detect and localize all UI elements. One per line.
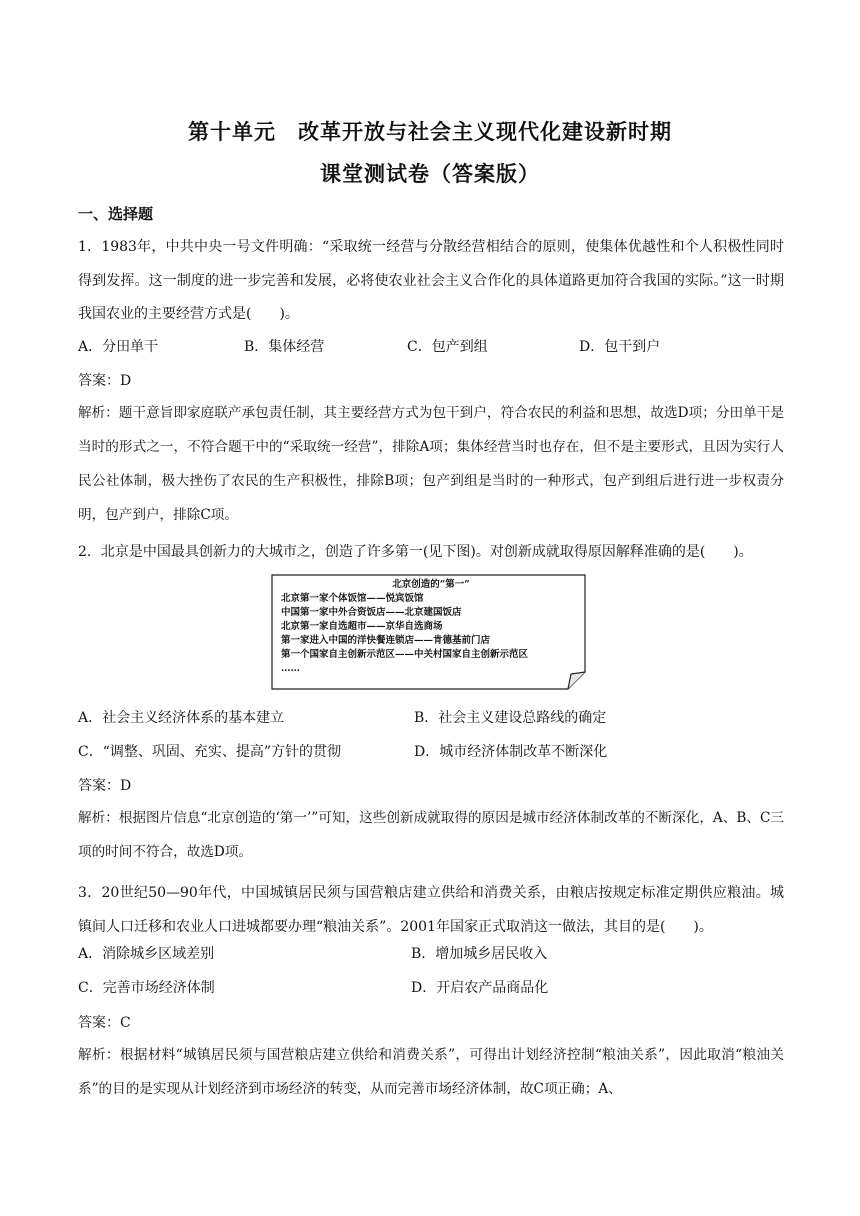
q3-answer: 答案：C (78, 1015, 131, 1031)
q2-option-c: C．“调整、巩固、充实、提高”方针的贯彻 (78, 744, 342, 760)
question-3-stem: 3．20世纪50—90年代，中国城镇居民须与国营粮店建立供给和消费关系，由粮店按规定标准定期供应粮油。城镇间人口迁移和农业人口进城都要办理“粮油关系”。2001年国家正式取消这一做法，其目的是( )。 (78, 885, 784, 935)
q3-option-d: D．开启农产品商品化 (411, 980, 549, 996)
q1-option-c: C．包产到组 (407, 339, 488, 355)
figure-line: 第一家进入中国的洋快餐连锁店——肯德基前门店 (281, 635, 491, 646)
figure-line: …… (281, 663, 300, 674)
q2-option-a: A．社会主义经济体系的基本建立 (78, 710, 285, 726)
figure-line: 中国第一家中外合资饭店——北京建国饭店 (281, 607, 462, 618)
document-title: 第十单元 改革开放与社会主义现代化建设新时期 (188, 119, 672, 144)
q1-option-d: D．包干到户 (579, 339, 661, 355)
question-1-stem: 1．1983年，中共中央一号文件明确：“采取统一经营与分散经营相结合的原则，使集体优越性和个人积极性同时得到发挥。这一制度的进一步完善和发展，必将使农业社会主义合作化的具体道路更加符合我国的实际。”这一时期我国农业的主要经营方式是( )。 (78, 239, 784, 322)
q2-option-b: B．社会主义建设总路线的确定 (414, 710, 607, 726)
question-2-stem: 2．北京是中国最具创新力的大城市之，创造了许多第一(见下图)。对创新成就取得原因解释准确的是( )。 (78, 544, 753, 560)
figure-title: 北京创造的“第一” (392, 579, 470, 590)
document-subtitle: 课堂测试卷（答案版） (320, 161, 540, 186)
q3-option-a: A．消除城乡区域差别 (78, 946, 215, 962)
q2-option-d: D．城市经济体制改革不断深化 (414, 744, 608, 760)
q1-option-b: B．集体经营 (244, 339, 325, 355)
q2-explanation: 解析：根据图片信息“北京创造的‘第一’”可知，这些创新成就取得的原因是城市经济体制改革的不断深化，A、B、C三项的时间不符合，故选D项。 (78, 810, 784, 860)
q1-answer: 答案：D (78, 373, 132, 389)
figure-line: 北京第一家自选超市——京华自选商场 (281, 621, 443, 632)
figure-line: 第一个国家自主创新示范区——中关村国家自主创新示范区 (281, 649, 529, 660)
figure-line: 北京第一家个体饭馆——悦宾饭馆 (281, 593, 424, 604)
q2-answer: 答案：D (78, 778, 132, 794)
q3-explanation: 解析：根据材料“城镇居民须与国营粮店建立供给和消费关系”，可得出计划经济控制“粮油关系”，因此取消“粮油关系”的目的是实现从计划经济到市场经济的转变，从而完善市场经济体制，故C项正确；A、 (78, 1047, 784, 1097)
figure-content (281, 578, 581, 676)
q1-explanation: 解析：题干意旨即家庭联产承包责任制，其主要经营方式为包干到户，符合农民的利益和思想，故选D项；分田单干是当时的形式之一，不符合题干中的“采取统一经营”，排除A项；集体经营当时也存在，但不是主要形式，且因为实行人民公社体制，极大挫伤了农民的生产积极性，排除B项；包产到组是当时的一种形式，包产到组后进行进一步权责分明，包产到户，排除C项。 (78, 405, 784, 523)
q1-option-a: A．分田单干 (78, 339, 159, 355)
q3-option-c: C．完善市场经济体制 (78, 980, 215, 996)
q3-option-b: B．增加城乡居民收入 (411, 946, 548, 962)
section-title: 一、选择题 (78, 205, 154, 223)
